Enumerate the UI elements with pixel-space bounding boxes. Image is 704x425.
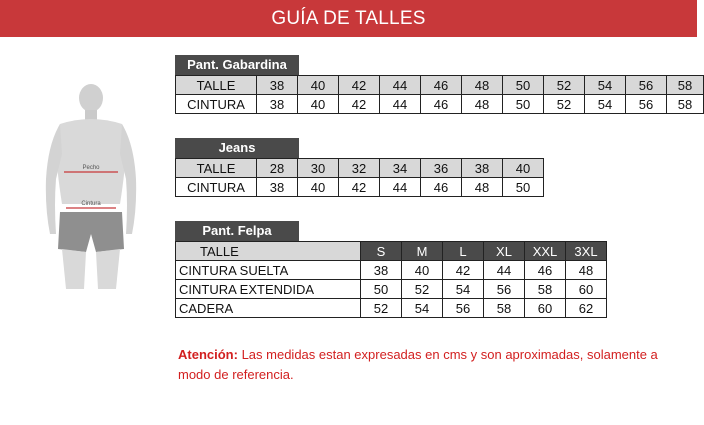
cell: 54 [585,76,626,95]
jeans-size-table [175,158,544,197]
cell: 58 [525,280,566,299]
cell: 38 [257,76,298,95]
cell: 46 [421,76,462,95]
row-label: CINTURA [176,178,257,197]
chest-label: Pecho [82,165,100,171]
figure-legs [62,249,120,289]
body-measurement-figure [40,84,142,289]
cell: 48 [462,95,503,114]
disclaimer-note [178,345,678,385]
cell: 54 [443,280,484,299]
cell: 56 [484,280,525,299]
table-row [176,242,607,261]
gabardina-size-table [175,75,704,114]
row-label: CINTURA [176,95,257,114]
cell: 52 [544,76,585,95]
cell: 40 [298,178,339,197]
figure-head [79,84,103,112]
cell: 46 [525,261,566,280]
table-jeans [175,138,544,197]
table-title-jeans: Jeans [175,138,299,158]
felpa-size-table [175,241,607,318]
cell: 54 [402,299,443,318]
table-row [176,159,544,178]
cell: 50 [361,280,402,299]
row-label: TALLE [176,242,361,261]
cell: 48 [566,261,607,280]
cell: 46 [421,178,462,197]
cell: 60 [525,299,566,318]
cell: 38 [257,178,298,197]
cell: 52 [402,280,443,299]
cell: 28 [257,159,298,178]
cell: 42 [339,76,380,95]
cell: 44 [380,95,421,114]
cell: 40 [402,261,443,280]
table-felpa [175,221,607,318]
table-row [176,76,704,95]
cell: 44 [380,76,421,95]
cell: 32 [339,159,380,178]
cell: 40 [503,159,544,178]
cell: 52 [361,299,402,318]
cell: 30 [298,159,339,178]
header-banner [0,0,697,37]
waist-label: Cintura [81,201,101,207]
cell: 42 [339,95,380,114]
size-header: 3XL [566,242,607,261]
cell: 44 [484,261,525,280]
row-label: TALLE [176,76,257,95]
size-header: S [361,242,402,261]
cell: 42 [339,178,380,197]
row-label: CADERA [176,299,361,318]
cell: 62 [566,299,607,318]
cell: 38 [257,95,298,114]
cell: 40 [298,95,339,114]
table-row [176,280,607,299]
figure-neck [85,110,97,120]
row-label: CINTURA EXTENDIDA [176,280,361,299]
cell: 50 [503,95,544,114]
cell: 40 [298,76,339,95]
cell: 58 [484,299,525,318]
table-row [176,178,544,197]
table-row [176,299,607,318]
cell: 48 [462,178,503,197]
cell: 38 [462,159,503,178]
cell: 38 [361,261,402,280]
table-row [176,95,704,114]
row-label: TALLE [176,159,257,178]
table-title-felpa: Pant. Felpa [175,221,299,241]
size-header: L [443,242,484,261]
cell: 34 [380,159,421,178]
cell: 48 [462,76,503,95]
cell: 46 [421,95,462,114]
table-gabardina [175,55,704,114]
cell: 56 [443,299,484,318]
table-title-gabardina: Pant. Gabardina [175,55,299,75]
page-title: GUÍA DE TALLES [271,7,426,29]
cell: 42 [443,261,484,280]
cell: 60 [566,280,607,299]
size-header: M [402,242,443,261]
cell: 44 [380,178,421,197]
note-prefix: Atención: [178,347,238,362]
cell: 52 [544,95,585,114]
size-header: XXL [525,242,566,261]
cell: 50 [503,178,544,197]
cell: 54 [585,95,626,114]
cell: 36 [421,159,462,178]
cell: 50 [503,76,544,95]
cell: 58 [667,95,704,114]
cell: 56 [626,95,667,114]
cell: 56 [626,76,667,95]
figure-torso [56,119,126,204]
figure-shorts [58,212,124,252]
note-text: Las medidas estan expresadas en cms y son aproximadas, solamente a modo de referencia. [178,347,658,382]
size-header: XL [484,242,525,261]
row-label: CINTURA SUELTA [176,261,361,280]
cell: 58 [667,76,704,95]
table-row [176,261,607,280]
